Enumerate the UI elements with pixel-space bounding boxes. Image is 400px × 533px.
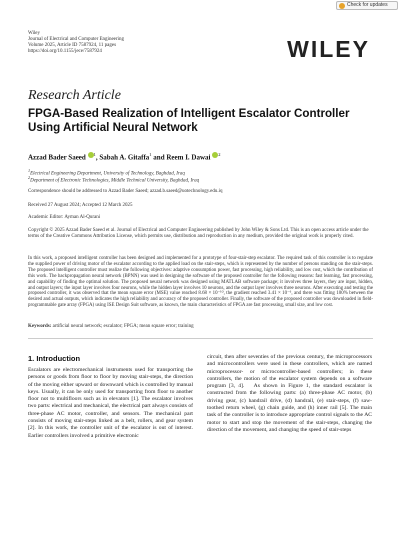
keywords-text: artificial neural network; escalator; FPGA; mean square error; training: [52, 324, 194, 329]
affiliation: [28, 175, 199, 185]
intro-left-column: Escalators are electromechanical instruments used for transporting the persons or goods from floor to floor by moving stair-steps, the direction of the moving either upward or downward which is controlled by manual keys. Usually, it can be only used for transporting from floor to another floor not to multifloors such as in elevators [1]. The escalator involves two parts: electrical and mechanical, the electrical part always consists of three-phase AC motor, controller, and sensors. The mechanical part consists of moving stair-steps linked as a belt, rollers, and gear system [2]. In this work, the controller unit of the escalator is out of interest. Earlier controllers involved a primitive electronic: [28, 367, 193, 439]
keywords-label: Keywords:: [28, 324, 52, 329]
correspondence: Correspondence should be addressed to Azzad Bader Saeed; azzad.b.saeed@uotechnology.edu.iq: [28, 189, 223, 194]
author-affil-sup: 2: [218, 152, 221, 157]
author-name[interactable]: Sabah A. Gitaffa: [99, 153, 150, 162]
affiliation-text: Electrical Engineering Department, University of Technology, Baghdad, Iraq: [30, 171, 185, 177]
check-for-updates-badge[interactable]: [336, 1, 398, 10]
check-for-updates-label: Check for updates: [347, 2, 388, 8]
article-title: FPGA-Based Realization of Intelligent Escalator Controller Using Artificial Neural Network: [28, 107, 350, 134]
received-dates: Received 27 August 2024; Accepted 12 March 2025: [28, 203, 133, 208]
author-name[interactable]: Azzad Bader Saeed: [28, 153, 86, 162]
updates-icon: [339, 3, 345, 9]
intro-heading: 1. Introduction: [28, 354, 81, 363]
journal-name: Journal of Electrical and Computer Engineering: [28, 37, 124, 42]
publisher-line: Wiley: [28, 31, 41, 36]
author-affil-sup: 1: [93, 152, 96, 157]
intro-right-column: circuit, then after seventies of the previous century, the microprocessors and microcontrollers were used in these controllers, which are named microprocessor- or microcontroller-based controllers; in these controllers, the motion of the escalator system depends on a software program [3, 4]. As shown in Figure 1, the standard escalator is constructed from the following parts: (a) three-phase AC motor, (b) driving gear, (c) handrail drive, (d) handrail, (e) stair-steps, (f) saw-toothed return wheel, (g) chain guide, and (h) inner rail [5]. The main task of the controller is to introduce appropriate control signals to the AC motor to start and stop the movement of the stair-steps, changing the direction of the movement, and changing the speed of stair-steps: [207, 354, 372, 433]
affiliation-text: Department of Electronic Technologies, Middle Technical University, Baghdad, Iraq: [30, 178, 200, 184]
author-affil-sup: 1: [149, 152, 152, 157]
academic-editor: Academic Editor: Ayman Al-Qurani: [28, 215, 101, 220]
keywords: [28, 324, 373, 330]
volume-info: Volume 2025, Article ID 7587924, 11 pages: [28, 43, 117, 48]
affiliation-sup: 2: [28, 175, 31, 180]
abstract: In this work, a proposed intelligent controller has been designed and implemented for a prototype of four-stair-step escalator. The required task of this controller is to regulate the supplied power of driving motor of the escalator according to the applied load on the stair-steps, which is represented by the number of persons standing on the stair-steps. The proposed intelligent controller must realize the following objectives: adaptive consumption power, fast processing, high reliability, and low cost, which the contribution of this work. The backpropagation neural network (BPNN) was used in designing the software of the proposed controller for the following reasons: fast learning, fast processing, and capability of finding the optimal solution. The proposed neural network was designed using MATLAB software package; it involves three layers, they are input, hidden, and output layers; the input layer involves four neurons, while the hidden layer involves 10 neurons, and the output layer involves three neurons. After executing and testing the proposed controller, it was observed that the mean square error (MSE) value reached 8.68 × 10⁻¹⁰, the gradient reached 3.41 × 10⁻⁶, and there was fitting 100% between the desired and actual outputs, which indicates the high reliability and accuracy of the proposed controller. Finally, the software of the proposed controller was downloaded in field-programmable gate array (FPGA) using ISE Design Suit software, as known, the main characteristics of FPGA are fast processing, small size, and low cost.: [28, 256, 373, 309]
affiliation-sup: 1: [28, 168, 31, 173]
section-divider: [28, 338, 373, 339]
article-type: Research Article: [28, 88, 121, 103]
journal-meta: [28, 31, 124, 55]
doi-link[interactable]: https://doi.org/10.1155/jece/7587924: [28, 49, 102, 54]
wiley-logo: WILEY: [287, 36, 370, 62]
author-list: Azzad Bader Saeed $^1$, Sabah A. Gitaffa$^1$ and Reem I. Dawai $^2$: [28, 152, 221, 162]
author-name[interactable]: Reem I. Dawai: [166, 153, 211, 162]
copyright-notice: Copyright © 2025 Azzad Bader Saeed et al. Journal of Electrical and Computer Engineering published by John Wiley & Sons Ltd. This is an open access article under the terms of the Creative Commons Attribution License, which permits use, distribution and reproduction in any medium, provided the original work is properly cited.: [28, 228, 369, 239]
